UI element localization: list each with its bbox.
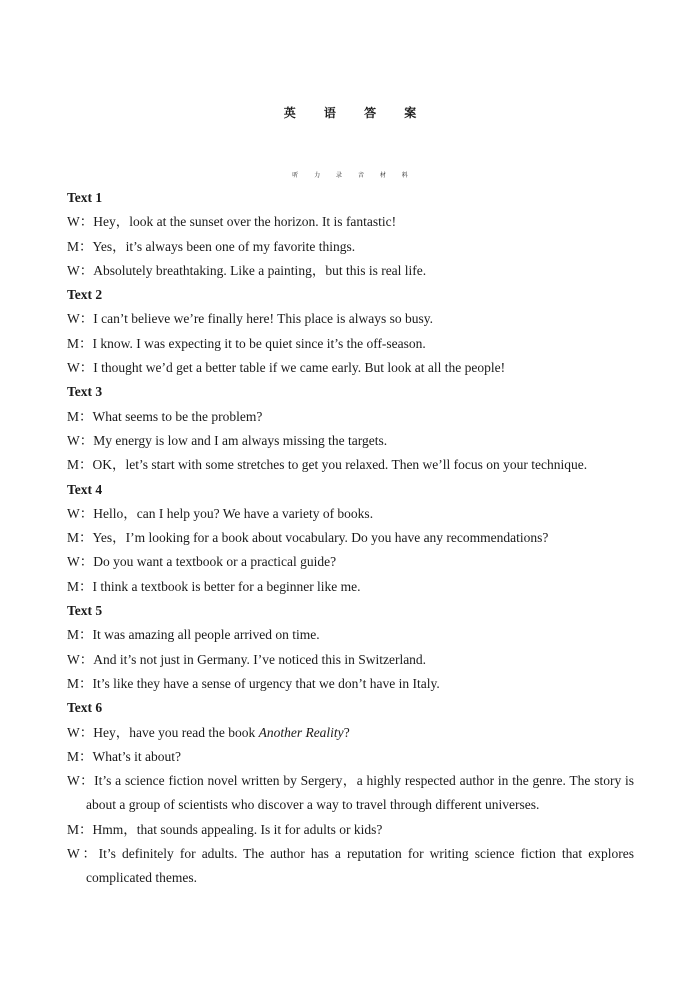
dialogue-line: M：What seems to be the problem? <box>67 408 263 424</box>
dialogue-line: W：And it’s not just in Germany. I’ve noticed this in Switzerland. <box>67 651 427 667</box>
book-title: Another Reality <box>258 724 344 740</box>
dialogue-line-wrapped <box>67 842 634 891</box>
dialogue-line: M：It was amazing all people arrived on time. <box>67 627 320 643</box>
transcript-content <box>67 186 634 891</box>
dialogue-line: W：My energy is low and I am always missing the targets. <box>67 432 388 448</box>
dialogue-line: M：I think a textbook is better for a beginner like me. <box>67 578 361 594</box>
dialogue-line: M：Yes，I’m looking for a book about vocabulary. Do you have any recommendations? <box>67 530 549 546</box>
dialogue-line-wrapped <box>67 769 634 818</box>
text-2-heading: Text 2 <box>67 287 103 303</box>
text-3-heading: Text 3 <box>67 384 103 400</box>
dialogue-line: W：It’s definitely for adults. The author has a reputation for writing science fiction that explores complicated themes. <box>67 846 634 886</box>
dialogue-line: W：I can’t believe we’re finally here! This place is always so busy. <box>67 311 433 327</box>
dialogue-line-suffix: ? <box>343 724 350 740</box>
dialogue-line: W：Hey，look at the sunset over the horizon. It is fantastic! <box>67 214 397 230</box>
dialogue-line: M：Yes，it’s always been one of my favorite things. <box>67 238 356 254</box>
dialogue-line: W：It’s a science fiction novel written by Sergery，a highly respected author in the genre. The story is about a group of scientists who discover a way to travel through different universes. <box>67 773 634 813</box>
text-1-heading: Text 1 <box>67 190 103 205</box>
dialogue-line: W：I thought we’d get a better table if we came early. But look at all the people! <box>67 360 506 376</box>
dialogue-line: M：It’s like they have a sense of urgency that we don’t have in Italy. <box>67 675 440 691</box>
text-5-heading: Text 5 <box>67 603 103 619</box>
dialogue-line: W：Absolutely breathtaking. Like a painting，but this is real life. <box>67 262 427 278</box>
text-4-heading: Text 4 <box>67 481 103 497</box>
dialogue-line: M：OK，let’s start with some stretches to get you relaxed. Then we’ll focus on your technique. <box>67 457 588 473</box>
dialogue-line <box>67 721 634 745</box>
page-title: 英 语 答 案 <box>283 106 429 120</box>
dialogue-line: M：What’s it about? <box>67 748 181 764</box>
dialogue-line-prefix: W：Hey，have you read the book <box>67 724 259 740</box>
dialogue-line: W：Do you want a textbook or a practical guide? <box>67 554 337 570</box>
dialogue-line: W：Hello，can I help you? We have a variety of books. <box>67 505 374 521</box>
dialogue-line: M：Hmm，that sounds appealing. Is it for adults or kids? <box>67 821 383 837</box>
text-6-heading: Text 6 <box>67 700 103 716</box>
page-subtitle: 听 力 录 音 材 料 <box>292 172 415 179</box>
dialogue-line: M：I know. I was expecting it to be quiet since it’s the off-season. <box>67 335 426 351</box>
